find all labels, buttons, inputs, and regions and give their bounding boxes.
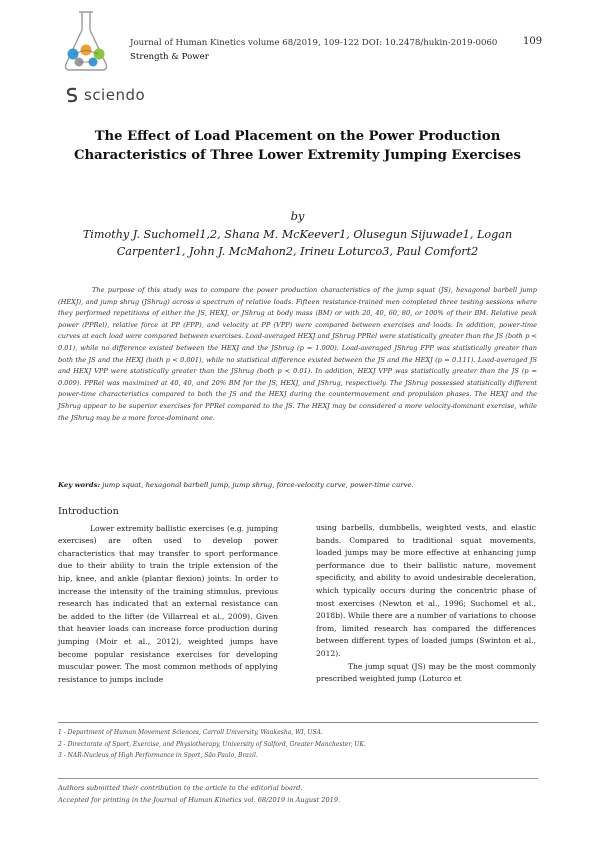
publisher-name: sciendo <box>84 86 146 104</box>
keywords-label: Key words: <box>58 481 101 489</box>
abstract-text: The purpose of this study was to compare the power production characteristics of the jump squat (JS), hexagonal barbell jump (HEXJ), and jump shrug (JShrug) across a spectrum of relative loads. Fifteen resistance-trained men completed three testing sessions where they performed repetitions of either the JS, HEXJ, or JShrug at body mass (BM) or with 20, 40, 60, 80, or 100% of their BM. Relative peak power (PPRel), relative force at PP (FPP), and velocity at PP (VPP) were compared between exercises and loads. In addition, power-time curves at each load were compared between exercises. Load-averaged HEXJ and JShrug PPRel were statistically greater than the JS (both p < 0.01), while no difference existed between the HEXJ and the JShrug (p = 1.000). Load-averaged JShrug FPP was statistically greater than both the JS and the HEXJ (both p < 0.001), while no statistical difference existed between the JS and the HEXJ (p = 0.111). Load-averaged JS and HEXJ VPP were statistically greater than the JShrug (both p < 0.01). In addition, HEXJ VPP was statistically greater than the JS (p = 0.009). PPRel was maximized at 40, 40, and 20% BM for the JS, HEXJ, and JShrug, respectively. The JShrug possessed statistically different power-time characteristics compared to both the JS and the HEXJ during the countermovement and propulsion phases. The HEXJ and the JShrug appear to be superior exercises for PPRel compared to the JS. The HEXJ may be considered a more velocity-dominant exercise, while the JShrug may be a more force-dominant one. <box>58 286 537 422</box>
body-paragraph: using barbells, dumbbells, weighted vests, and elastic bands. Compared to traditional squat movements, loaded jumps may be more effective at enhancing jump performance due to their ballistic nature, movement specificity, and ability to avoid undesirable deceleration, which typically occurs during the concentric phase of most exercises (Newton et al., 1996; Suchomel et al., 2018b). While there are a number of variations to choose from, limited research has compared the differences between different types of loaded jumps (Swinton et al., 2012). <box>316 523 536 658</box>
affiliation-footnotes <box>58 727 538 762</box>
right-column <box>316 522 536 686</box>
footnote-divider <box>58 722 538 723</box>
bottom-divider <box>58 778 538 779</box>
editorial-note: Authors submitted their contribution to the article to the editorial board. <box>58 784 303 792</box>
body-paragraph: Lower extremity ballistic exercises (e.g. jumping exercises) are often used to develop power characteristics that may transfer to sport performance due to their ability to train the triple extension of the hip, knee, and ankle (plantar flexion) joints. In order to increase the intensity of the training stimulus, previous research has indicated that an external resistance can be added to the lifter (de Villarreal et al., 2009). Given that heavier loads can increase force production during jumping (Moir et al., 2012), weighted jumps have become popular resistance exercises for developing muscular power. The most common methods of applying resistance to jumps include <box>58 523 278 684</box>
editorial-notes <box>58 782 538 806</box>
footnote-item: 2 - Directorate of Sport, Exercise, and Physiotherapy, University of Salford, Greater Manchester, UK. <box>58 740 366 748</box>
byline-label: by <box>290 209 305 223</box>
article-title: The Effect of Load Placement on the Power Production Characteristics of Three Lower Extremity Jumping Exercises <box>74 129 521 163</box>
page-number: 109 <box>523 36 543 47</box>
keywords-text: jump squat, hexagonal barbell jump, jump shrug, force-velocity curve, power-time curve. <box>102 481 414 489</box>
left-column <box>58 506 278 686</box>
footnote-item: 3 - NAR-Nucleus of High Performance in Sport, São Paulo, Brazil. <box>58 752 258 759</box>
keywords <box>58 481 537 489</box>
editorial-note: Accepted for printing in the Journal of Human Kinetics vol. 68/2019 in August 2019. <box>58 796 341 804</box>
footnote-item: 1 - Department of Human Movement Sciences, Carroll University, Waukesha, WI, USA. <box>58 729 323 736</box>
journal-citation: Journal of Human Kinetics volume 68/2019, 109-122 DOI: 10.2478/hukin-2019-0060 <box>130 38 498 48</box>
section-heading-introduction: Introduction <box>58 506 119 517</box>
sciendo-mark-icon <box>66 87 78 103</box>
author-list: Timothy J. Suchomel1,2, Shana M. McKeever1, Olusegun Sijuwade1, Logan Carpenter1, John J. McMahon2, Irineu Loturco3, Paul Comfort2 <box>82 228 513 258</box>
body-paragraph: The jump squat (JS) may be the most commonly prescribed weighted jump (Loturco et <box>316 661 536 684</box>
publisher-logo <box>66 86 145 104</box>
journal-logo-icon <box>58 6 114 76</box>
section-label: Strength & Power <box>130 52 209 62</box>
